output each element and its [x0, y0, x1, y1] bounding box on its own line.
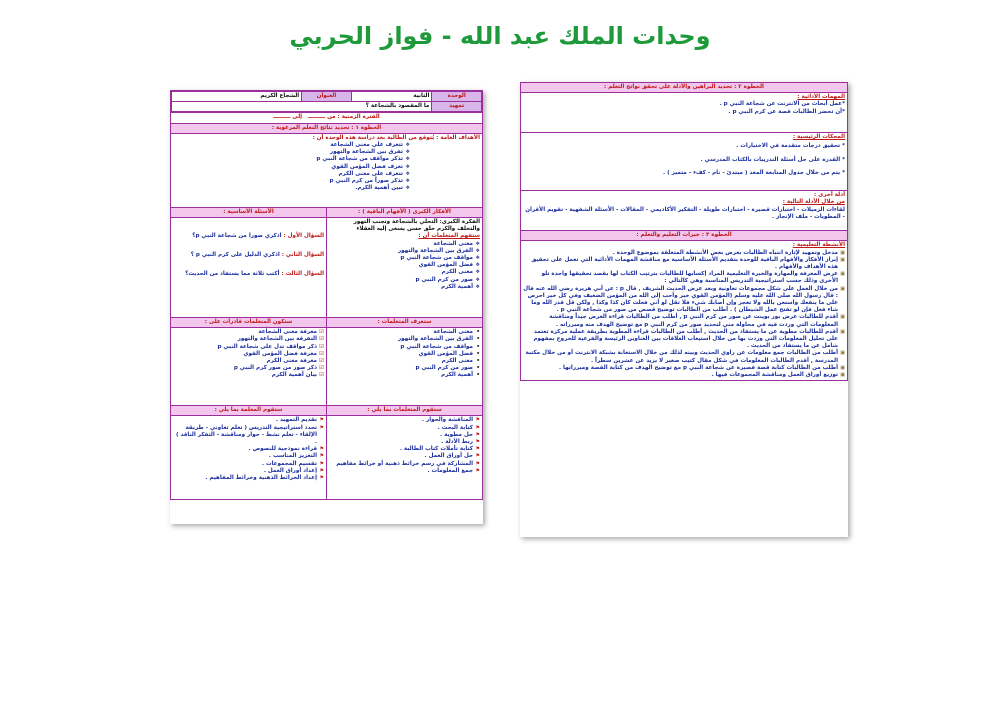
list-item: * يتم من خلال جدول المتابعة المعد ( مبتدئ - نام - كفء - متميز ) .	[663, 169, 845, 176]
big-ideas-cell: الفكرة الكبرى: التحلي بالشجاعة وتجنب التهور والتخلف والكرم خلق حسن يسعى إليه العقلاء ستفهم المتعلمات أن : ❖ معنى الشجاعة ❖ الفرق بين الشجاعة والتهور ❖ مواقف من شجاعة النبي p ❖ فضل المؤمن القوي ❖ معنى الكرم ❖ صور من كرم النبي p ❖ أهمية الكرم	[327, 218, 483, 318]
list-item: ☑ التفرقة بين الشجاعة والتهور	[173, 336, 324, 343]
essential-questions-cell: السؤال الأول : اذكري صورا من شجاعة النبي p؟ السؤال الثاني : اذكري الدليل على كرم النبي p ؟ السؤال الثالث : أكتب ثلاثة مما يستفاد من الحديث؟	[171, 218, 327, 318]
list-item: ☑ معرفة فضل المؤمن القوي	[173, 351, 324, 358]
list-item: ❖ أهمية الكرم	[329, 284, 480, 291]
list-item: • معنى الشجاعة	[329, 329, 480, 336]
list-item: • أهمية الكرم	[329, 372, 480, 379]
list-item: • الفرق بين الشجاعة والتهور	[329, 336, 480, 343]
time-period: الفترة الزمنية : من ـــــــــ إلى ـــــــــ	[171, 113, 483, 123]
list-item: ❖ تتعرف على معنى الشجاعة	[173, 142, 410, 149]
list-item: ❖ معنى الشجاعة	[329, 241, 480, 248]
list-item: • مواقف من شجاعة النبي p	[329, 344, 480, 351]
list-item: ❖ تتعرف على معنى الكرم	[173, 171, 410, 178]
unit-plan-table-right	[520, 82, 848, 381]
list-item: ❖ معنى الكرم	[329, 269, 480, 276]
list-item: ⚑ إعداد أوراق العمل .	[173, 468, 324, 475]
unit-value: الثانية	[351, 92, 432, 102]
list-item: ▣ أقدم للطالبات مطوية عن ما يستفاد من الحديث , أطلب من الطالبات قراءة المطوية بطريقة عملية مركزة تعتمد على تحليل المعلومات التي وردت بها من خلال استيعاب العلاقات بين العناوين الرئيسة والفرعية للخروج بمفهوم شامل عن ما يستفاد من الحديث .	[523, 329, 845, 351]
list-item: ☑ معرفة معنى الشجاعة	[173, 329, 324, 336]
unit-header-table	[171, 91, 482, 112]
list-item: ⚑ حل أوراق العمل .	[329, 453, 480, 460]
list-item: ☑ بيان أهمية الكرم	[173, 372, 324, 379]
essential-questions-title: الأسئلة الأساسية :	[171, 207, 327, 217]
list-item: ❖ تذكر مواقف من شجاعة النبي p	[173, 156, 410, 163]
list-item: ⚑ تحدد استراتيجية التدريس ( تعلم تعاوني - طريقة الإلقاء - تعلم نشط - حوار ومناقشة - التفكر الناقد ) .	[173, 425, 324, 447]
list-item: ⚑ كتابة تأملات كتاب الطالبة .	[329, 446, 480, 453]
big-ideas-title: الأفكار الكبرى ( الأفهام الباقية ) :	[327, 207, 483, 217]
list-item: ▣ أطلب من الطالبات جمع معلومات عن راوي الحديث وبينه لذلك من خلال الاستعانة بشبكة الانترنت أو من خلال مكتبة المدرسة , أقدم الطالبات المعلومات في شكل مقال كتيب صغير لا يزيد عن عشرين سطراً .	[523, 350, 845, 364]
goals-list	[173, 142, 410, 192]
list-item: ▣ إبراز الأفكار والأفهام الباقية للوحدة بتقديم الأسئلة الأساسية مع مناقشة المهمات الأدائية التي تعمل على تحقيق هذه الأهداف والأفهام .	[523, 257, 845, 271]
list-item: ⚑ تقسيم المجموعات .	[173, 461, 324, 468]
list-item: ⚑ المشاركة في رسم خرائط ذهنية أو خرائط مفاهيم	[329, 461, 480, 468]
list-item: ⚑ كتابة البحث .	[329, 425, 480, 432]
list-item: ☑ ذكر صور من صور كرم النبي p	[173, 365, 324, 372]
subject-label: العنوان	[302, 92, 352, 102]
students-do-cell	[327, 416, 483, 500]
unit-label: الوحدة	[432, 92, 482, 102]
right-document-page	[520, 82, 848, 537]
list-item: ❖ الفرق بين الشجاعة والتهور	[329, 248, 480, 255]
list-item: ⚑ جمع المعلومات .	[329, 468, 480, 475]
unit-plan-table-left	[170, 90, 483, 500]
list-item: ⚑ تقديم التمهيد .	[173, 417, 324, 424]
list-item: ❖ فضل المؤمن القوي	[329, 262, 480, 269]
list-item: ❖ مواقف من شجاعة النبي p	[329, 255, 480, 262]
criteria-cell: المحكات الرئيسية : * تحقيق درجات متقدمة في الاختبارات . * القدرة على حل أسئلة التدريبات بالكتاب المدرسي . * يتم من خلال جدول المتابعة المعد ( مبتدئ - نام - كفء - متميز ) .	[521, 133, 848, 191]
list-item: ❖ تعرف فضل المؤمن القوي	[173, 164, 410, 171]
list-item: • صور من كرم النبي p	[329, 365, 480, 372]
list-item: ⚑ ربط الأدلة .	[329, 439, 480, 446]
list-item: ▣ من خلال العمل على شكل مجموعات تعاونية وبعد عرض الحديث الشريف , قال p : عن أبي هريرة رضي الله عنه قال : قال رسول الله صلى الله عليه وسلم (المؤمن القوي خير وأحب إلى الله من المؤمن الضعيف وفي كل خير احرص على ما ينفعك واستعن بالله ولا تعجز وإن أصابك شيء فلا تقل لو أني فعلت كان كذا وكذا , ولكن قل قدر الله وما شاء فعل فإن لو تفتح عمل الشيطان ) . أطلب من الطالبات توضيح قصص من صور من شجاعة النبي p .	[523, 286, 845, 315]
left-document-page	[170, 90, 483, 524]
list-item: ☑ معرفة معنى الكرم	[173, 358, 324, 365]
list-item: *أن تحضر الطالبات قصة عن كرم النبي p .	[728, 108, 845, 115]
list-item: ▣ مدخل وتمهيد لإثارة انتباه الطالبات بعرض بعض الأنشطة المتعلقة بموضوع الوحدة .	[523, 250, 845, 257]
list-item: ▣ توزيع أوراق العمل ومناقشة المجموعات فيها .	[523, 372, 845, 379]
list-item: ⚑ إعداد الخرائط الذهنية وخرائط المفاهيم .	[173, 475, 324, 482]
list-item: * تحقيق درجات متقدمة في الاختبارات .	[736, 143, 845, 150]
intro-value: ما المقصود بالشجاعة ؟	[172, 102, 432, 112]
list-item: • معنى الكرم	[329, 358, 480, 365]
step2-title: الخطوة ٢ : تحديد البراهين والأدلة على تحقق نواتج التعلم :	[521, 83, 848, 93]
list-item: • فضل المؤمن القوي	[329, 351, 480, 358]
list-item: ▣ أطلب من الطالبات كتابة قصة قصيرة عن شجاعة النبي p مع توضيح الهدف من كتابة القصة ومبرراتها .	[523, 365, 845, 372]
list-item: ⚑ قراءة نموذجية للنصوص .	[173, 446, 324, 453]
list-item: ❖ تذكر صوراً من كرم النبي p	[173, 178, 410, 185]
list-item: ⚑ المناقشة والحوار .	[329, 417, 480, 424]
activities-cell: الأنشطة التعليمية : ▣ مدخل وتمهيد لإثارة انتباه الطالبات بعرض بعض الأنشطة المتعلقة بموضوع الوحدة . ▣ إبراز الأفكار والأفهام الباقية للوحدة بتقديم الأسئلة الأساسية مع مناقشة المهمات الأدائية التي تعمل على تحقيق هذه الأهداف والأفهام . ▣ عرض المعرفة والمهارة والخبرة التعليمية المراد إكسابها للطالبات بترتيب الكتاب لها بقصد تحقيقها واحدة تلو الأخرى وذلك حسب استراتيجية التدريس المناسبة وهي كالتالي : ▣ من خلال العمل على شكل مجموعات تعاونية وبعد عرض الحديث الشريف , قال p : عن أبي هريرة رضي الله عنه قال : قال رسول الله صلى الله عليه وسلم (المؤمن القوي خير وأحب إلى الله من المؤمن الضعيف وفي كل خير احرص على ما ينفعك واستعن بالله ولا تعجز وإن أصابك شيء فلا تقل لو أني فعلت كان كذا وكذا , ولكن قل قدر الله وما شاء فعل فإن لو تفتح عمل الشيطان ) . أطلب من الطالبات توضيح قصص من صور من شجاعة النبي p . ▣ أقدم للطالبات عرض بور بوينت عن صور من كرم النبي p , أطلب من الطالبات قراءة العرض جيداً ومناقشة المعلومات التي وردت فيه في محاولة مني لتحديد صور من كرم النبي p مع توضيح الهدف منه ومبرراته . ▣ أقدم للطالبات مطوية عن ما يستفاد من الحديث , أطلب من الطالبات قراءة المطوية بطريقة عملية مركزة تعتمد على تحليل المعلومات التي وردت بها من خلال استيعاب العلاقات بين العناوين الرئيسة والفرعية للخروج بمفهوم شامل عن ما يستفاد من الحديث . ▣ أطلب من الطالبات جمع معلومات عن راوي الحديث وبينه لذلك من خلال الاستعانة بشبكة الانترنت أو من خلال مكتبة المدرسة , أقدم الطالبات المعلومات في شكل مقال كتيب صغير لا يزيد عن عشرين سطراً . ▣ أطلب من الطالبات كتابة قصة قصيرة عن شجاعة النبي p مع توضيح الهدف من كتابة القصة ومبرراتها . ▣ توزيع أوراق العمل ومناقشة المجموعات فيها .	[521, 241, 848, 381]
abilities-title: ستكون المتعلمات قادرات على :	[171, 318, 327, 328]
knowledge-title: ستعرف المتعلمات :	[327, 318, 483, 328]
list-item: ☑ ذكر مواقف تدل على شجاعة النبي p	[173, 344, 324, 351]
step1-title: الخطوة ١ : تحديد نتائج التعلم المرغوبة :	[171, 123, 483, 133]
list-item: ⚑ التعزيز المناسب .	[173, 453, 324, 460]
step3-title: الخطوة ٣ : خبرات التعليم والتعلم :	[521, 231, 848, 241]
knowledge-cell	[327, 328, 483, 406]
teacher-does-cell	[171, 416, 327, 500]
general-goals: الأهداف العامة : يُتوقع من الطالبة بعد دراسة هذه الوحدة أن : ❖ تتعرف على معنى الشجاعة ❖ تفرق بين الشجاعة والتهور ❖ تذكر مواقف من شجاعة النبي p ❖ تعرف فضل المؤمن القوي ❖ تتعرف على معنى الكرم ❖ تذكر صوراً من كرم النبي p ❖ تبين أهمية الكرم.	[171, 133, 483, 207]
subject-value: الشجاع الكريم	[172, 92, 302, 102]
teacher-does-title: ستقوم المعلمة بما يلي :	[171, 406, 327, 416]
list-item: ❖ تفرق بين الشجاعة والتهور	[173, 149, 410, 156]
list-item: ⚑ حل مطوية .	[329, 432, 480, 439]
abilities-cell	[171, 328, 327, 406]
list-item: ❖ تبين أهمية الكرم.	[173, 185, 410, 192]
performance-tasks-cell: المهمات الأدائية : *عمل أبحاث من الانترنت عن شجاعة النبي p . *أن تحضر الطالبات قصة عن كرم النبي p .	[521, 93, 848, 133]
list-item: ▣ أقدم للطالبات عرض بور بوينت عن صور من كرم النبي p , أطلب من الطالبات قراءة العرض جيداً ومناقشة المعلومات التي وردت فيه في محاولة مني لتحديد صور من كرم النبي p مع توضيح الهدف منه ومبرراته .	[523, 314, 845, 328]
list-item: *عمل أبحاث من الانترنت عن شجاعة النبي p .	[719, 101, 845, 108]
page-title: وحدات الملك عبد الله - فواز الحربي	[289, 22, 711, 50]
list-item: ❖ صور من كرم النبي p	[329, 277, 480, 284]
intro-label: تمهيد	[432, 102, 482, 112]
list-item: ▣ عرض المعرفة والمهارة والخبرة التعليمية المراد إكسابها للطالبات بترتيب الكتاب لها بقصد تحقيقها واحدة تلو الأخرى وذلك حسب استراتيجية التدريس المناسبة وهي كالتالي :	[523, 271, 845, 285]
other-evidence-cell: أدلة أخرى : من خلال الأدلة التالية : لقاءات الزميلات - اختبارات قصيرة - اختبارات طويلة - التفكير الأكاديمي - المقالات - الأسئلة الشفهية - تقويم الأقران - المطويات - ملف الإنجاز .	[521, 191, 848, 231]
students-do-title: ستقوم المتعلمات بما يلي :	[327, 406, 483, 416]
list-item: * القدرة على حل أسئلة التدريبات بالكتاب المدرسي .	[700, 156, 845, 163]
